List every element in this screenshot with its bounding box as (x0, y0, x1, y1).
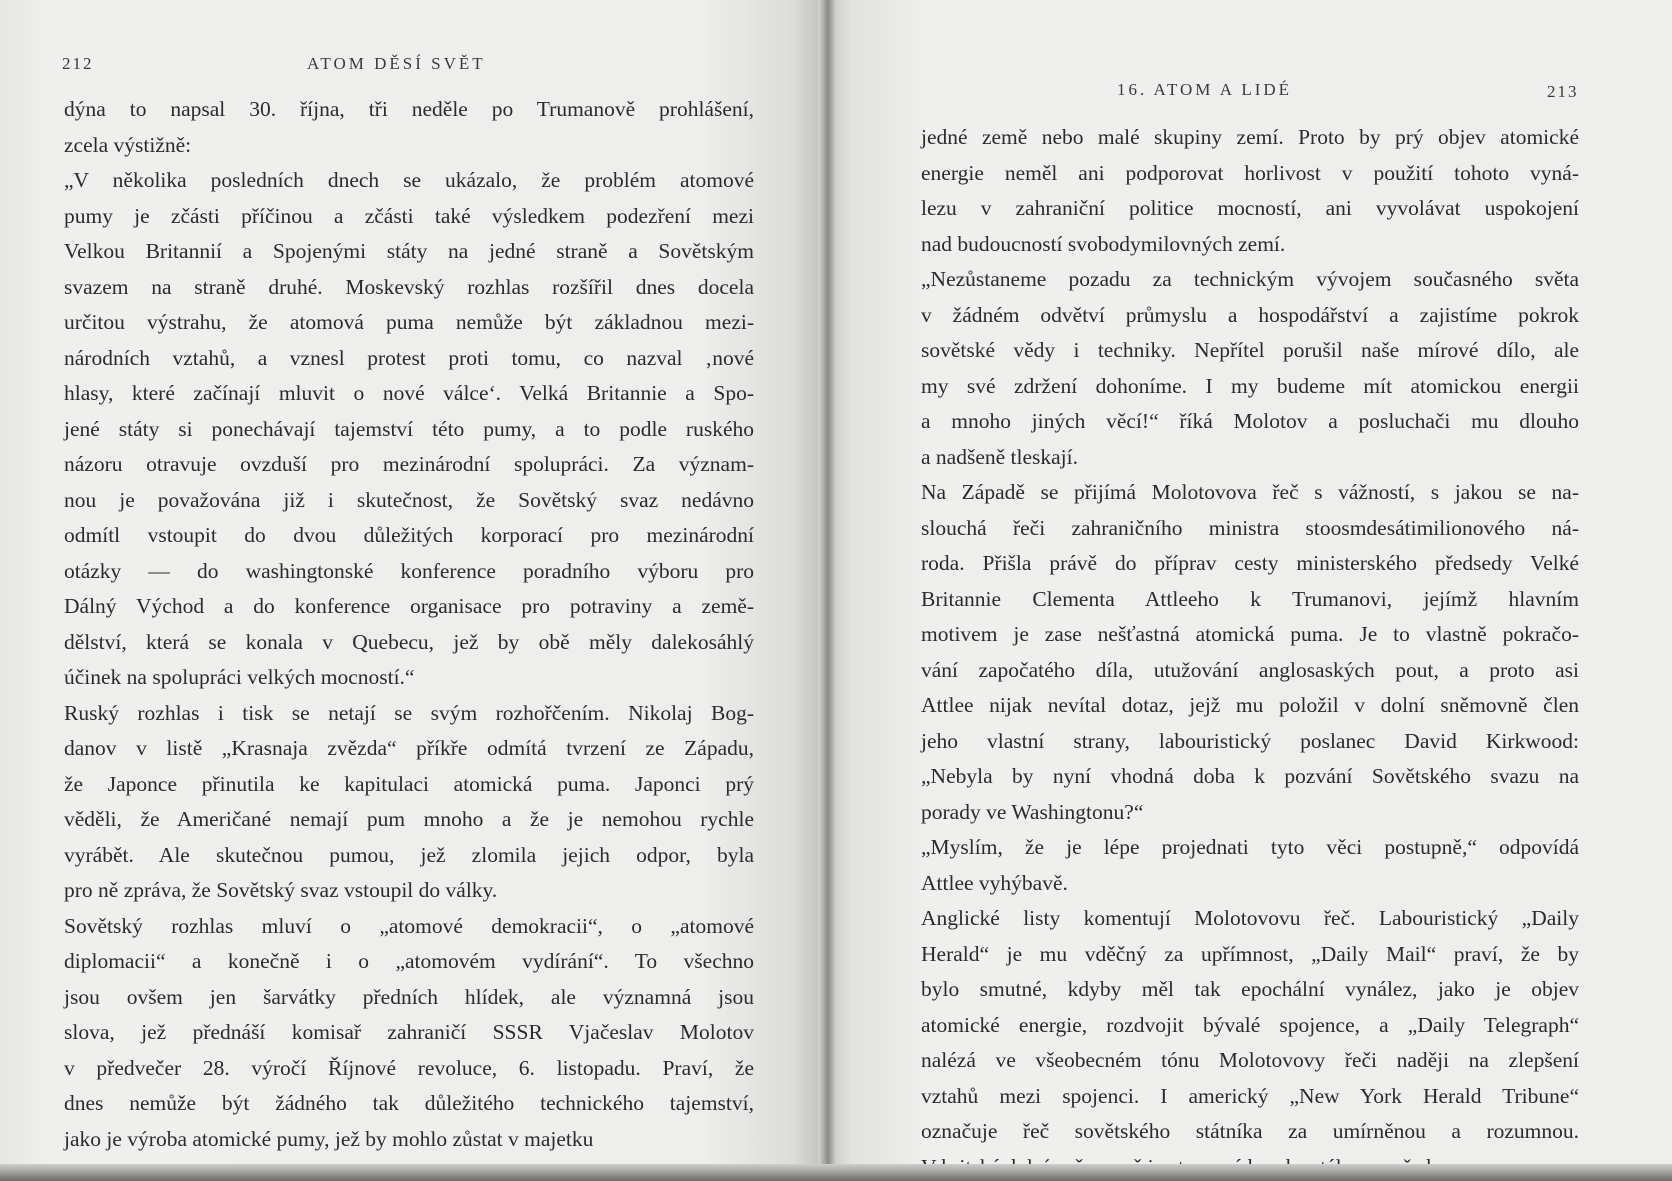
text-line: označuje řeč sovětského státníka za umírněnou a rozumnou. (921, 1119, 1579, 1143)
text-line: sovětské vědy i techniky. Nepřítel porušil naše mírové dílo, ale (921, 338, 1579, 362)
text-line: slouchá řeči zahraničního ministra stoosmdesátimilionového ná- (921, 515, 1579, 540)
text-line: účinek na spolupráci velkých mocností.“ (64, 665, 415, 689)
text-line: Attlee vyhýbavě. (921, 870, 1068, 895)
text-line: Dálný Východ a do konference organisace pro potraviny a země- (64, 594, 754, 618)
text-line: roda. Přišla právě do příprav cesty ministerského předsedy Velké (921, 551, 1579, 575)
text-line: vztahů mezi spojenci. I americký „New York Herald Tribune“ (921, 1083, 1579, 1108)
text-line: svazem na straně druhé. Moskevský rozhlas rozšířil dnes docela (64, 274, 754, 299)
text-line: pumy je zčásti příčinou a zčásti také výsledkem podezření mezi (64, 203, 754, 228)
text-line: dnes nemůže být žádného tak důležitého technického tajemství, (64, 1091, 754, 1115)
text-line: Attlee nijak nevítal dotaz, jejž mu položil v dolní sněmovně člen (921, 693, 1579, 717)
text-line: nalézá ve všeobecném tónu Molotovovy řeči naději na zlepšení (921, 1048, 1579, 1072)
page-bottom-edge (0, 1164, 1672, 1181)
text-line: my své zdržení dohoníme. I my budeme mít atomickou energii (921, 373, 1579, 398)
text-line: jsou ovšem jen šarvátky předních hlídek, ale významná jsou (64, 984, 754, 1009)
text-line: národních vztahů, a vznesl protest proti tomu, co nazval ‚nové (64, 345, 754, 370)
right-page-text (921, 120, 1579, 1181)
text-line: že Japonce přinutila ke kapitulaci atomická puma. Japonci prý (64, 771, 754, 796)
text-line: v žádném odvětví průmyslu a hospodářství a zajistíme pokrok (921, 302, 1579, 327)
text-line: „Nebyla by nyní vhodná doba k pozvání Sovětského svazu na (921, 764, 1579, 788)
text-line: motivem je zase nešťastná atomická puma. Je to vlastně pokračo- (921, 622, 1579, 646)
text-line: porady ve Washingtonu?“ (921, 799, 1144, 824)
text-line: vyrábět. Ale skutečnou pumou, jež zlomila jejich odpor, byla (64, 842, 754, 867)
right-page-number: 213 (1547, 82, 1579, 101)
text-line: odmítl vstoupit do dvou důležitých korporací pro mezinárodní (64, 523, 754, 547)
text-line: jedné země nebo malé skupiny zemí. Proto by prý objev atomické (921, 125, 1579, 149)
text-line: nou je považována již i skutečnost, že Sovětský svaz nedávno (64, 487, 754, 512)
text-line: dělství, která se konala v Quebecu, jež by obě měly dalekosáhlý (64, 629, 754, 654)
book-gutter (818, 0, 836, 1181)
text-line: jené státy si ponechávají tajemství této pumy, a to podle ruského (64, 416, 754, 441)
text-line: jako je výroba atomické pumy, jež by mohlo zůstat v majetku (64, 1126, 594, 1151)
text-line: bylo smutné, kdyby měl tak epochální vynález, jako je objev (921, 977, 1579, 1001)
left-page-number: 212 (62, 54, 94, 73)
text-line: a mnoho jiných věcí!“ říká Molotov a posluchači mu dlouho (921, 409, 1579, 433)
text-line: dýna to napsal 30. října, tři neděle po Trumanově prohlášení, (64, 97, 754, 121)
text-line: otázky — do washingtonské konference poradního výboru pro (64, 558, 754, 583)
right-running-head: 16. ATOM A LIDÉ (1117, 80, 1293, 99)
text-line: a nadšeně tleskají. (921, 444, 1079, 469)
text-line: danov v listě „Krasnaja zvězda“ příkře odmítá tvrzení ze Západu, (64, 736, 754, 760)
text-line: nad budoucností svobodymilovných zemí. (921, 231, 1286, 256)
text-line: slova, jež přednáší komisař zahraničí SSSR Vjačeslav Molotov (64, 1020, 754, 1044)
text-line: v předvečer 28. výročí Říjnové revoluce, 6. listopadu. Praví, že (64, 1055, 754, 1080)
text-line: věděli, že Američané nemají pum mnoho a že je nemohou rychle (64, 807, 754, 831)
left-page-text (64, 92, 754, 1157)
text-line: jeho vlastní strany, labouristický poslanec David Kirkwood: (921, 728, 1579, 753)
text-line: vání započatého díla, utužování anglosaských pout, a proto asi (921, 657, 1579, 682)
left-page (0, 0, 826, 1181)
text-line: atomické energie, rozdvojit bývalé spojence, a „Daily Telegraph“ (921, 1012, 1579, 1037)
text-line: Anglické listy komentují Molotovovu řeč. Labouristický „Daily (921, 906, 1579, 930)
text-line: Na Západě se přijímá Molotovova řeč s vážností, s jakou se na- (921, 480, 1579, 504)
text-line: Sovětský rozhlas mluví o „atomové demokracii“, o „atomové (64, 913, 754, 938)
text-line: určitou výstrahu, že atomová puma nemůže být základnou mezi- (64, 310, 754, 334)
text-line: zcela výstižně: (64, 132, 192, 157)
text-line: diplomacii“ a konečně i o „atomovém vydírání“. To všechno (64, 949, 754, 973)
text-line: „V několika posledních dnech se ukázalo, že problém atomové (64, 168, 754, 192)
left-running-head: ATOM DĚSÍ SVĚT (307, 54, 486, 73)
text-line: názoru otravuje ovzduší pro mezinárodní spolupráci. Za význam- (64, 452, 754, 476)
text-line: hlasy, které začínají mluvit o nové válce‘. Velká Britannie a Spo- (64, 381, 754, 405)
text-line: Ruský rozhlas i tisk se netají se svým rozhořčením. Nikolaj Bog- (64, 700, 754, 725)
text-line: „Nezůstaneme pozadu za technickým vývojem současného světa (921, 267, 1579, 291)
right-page (826, 0, 1672, 1181)
text-line: Herald“ je mu vděčný za upřímnost, „Daily Mail“ praví, že by (921, 941, 1579, 966)
text-line: pro ně zpráva, že Sovětský svaz vstoupil do války. (64, 878, 498, 902)
text-line: lezu v zahraniční politice mocností, ani vyvolávat uspokojení (921, 196, 1579, 220)
text-line: Velkou Britannií a Spojenými státy na jedné straně a Sovětským (64, 239, 754, 263)
text-line: energie neměl ani podporovat horlivost v použití tohoto vyná- (921, 160, 1579, 185)
text-line: Britannie Clementa Attleeho k Trumanovi, jejímž hlavním (921, 586, 1579, 611)
text-line: „Myslím, že je lépe projednati tyto věci postupně,“ odpovídá (921, 835, 1579, 859)
